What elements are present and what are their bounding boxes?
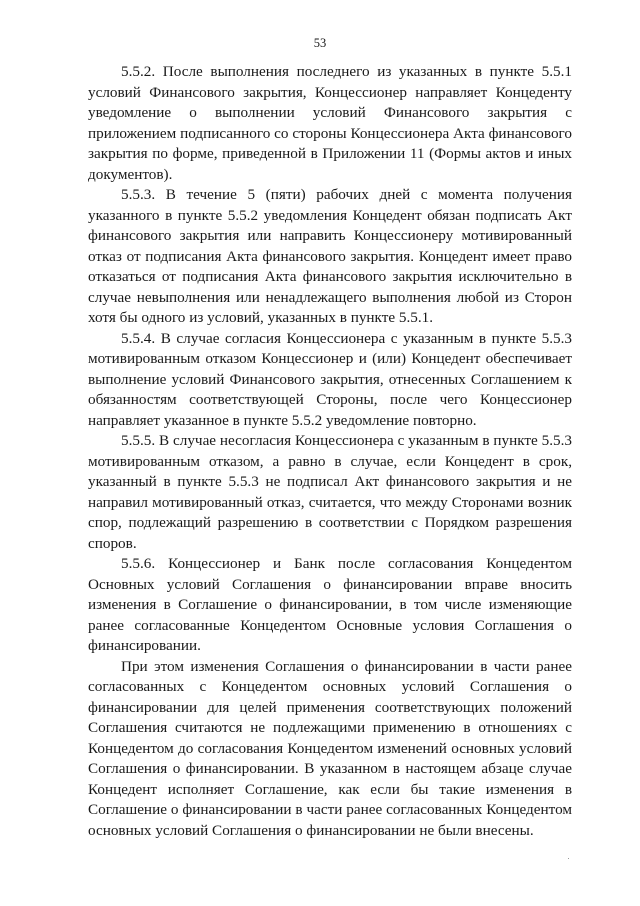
clause-number: 5.5.3. — [121, 186, 156, 203]
clause-text: В случае несогласия Концессионера с указанным в пункте 5.5.3 мотивированным отказом, а равно в случае, если Концедент в срок, указанный в пункте 5.5.3 не подписал Акт финансового закрытия и не направил мотивированный отказ, считается, что между Сторонами возник спор, подлежащий разрешению в соответствии с Порядком разрешения споров. — [88, 432, 572, 552]
paragraph-5-5-2 — [88, 62, 572, 185]
clause-number: 5.5.2. — [121, 63, 156, 80]
clause-text: В течение 5 (пяти) рабочих дней с момента получения указанного в пункте 5.5.2 уведомления Концедент обязан подписать Акт финансового закрытия или направить Концессионеру мотивированный отказ от подписания Акта финансового закрытия. Концедент имеет право отказаться от подписания Акта финансового закрытия исключительно в случае невыполнения или ненадлежащего выполнения любой из Сторон хотя бы одного из условий, указанных в пункте 5.5.1. — [88, 186, 572, 326]
paragraph-continuation — [88, 657, 572, 842]
paragraph-5-5-6 — [88, 554, 572, 657]
scan-speck — [568, 858, 569, 859]
clause-number: 5.5.5. — [121, 432, 156, 449]
paragraph-text: При этом изменения Соглашения о финансировании в части ранее согласованных с Концедентом основных условий Соглашения о финансировании для целей применения соответствующих положений Соглашения считаются не подлежащими применению в отношениях с Концедентом до согласования Концедентом изменений основных условий Соглашения о финансировании. В указанном в настоящем абзаце случае Концедент исполняет Соглашение, как если бы такие изменения в Соглашение о финансировании в части ранее согласованных Концедентом основных условий Соглашения о финансировании не были внесены. — [88, 657, 572, 839]
clause-number: 5.5.6. — [121, 555, 156, 572]
document-body — [88, 62, 572, 841]
page-number: 53 — [313, 36, 327, 50]
paragraph-5-5-5 — [88, 431, 572, 554]
clause-text: Концессионер и Банк после согласования Концедентом Основных условий Соглашения о финансировании вправе вносить изменения в Соглашение о финансировании, в том числе изменяющие ранее согласованные Концедентом Основные условия Соглашения о финансировании. — [88, 555, 572, 654]
clause-text: После выполнения последнего из указанных в пункте 5.5.1 условий Финансового закрытия, Концессионер направляет Концеденту уведомление о выполнении условий Финансового закрытия с приложением подписанного со стороны Концессионера Акта финансового закрытия по форме, приведенной в Приложении 11 (Формы актов и иных документов). — [88, 63, 572, 183]
clause-number: 5.5.4. — [121, 329, 156, 347]
paragraph-5-5-4 — [88, 329, 572, 432]
clause-text: В случае согласия Концессионера с указанным в пункте 5.5.3 мотивированным отказом Концессионер и (или) Концедент обеспечивает выполнение условий Финансового закрытия, отнесенных Соглашением к обязанностям соответствующей Стороны, после чего Концессионер направляет указанное в пункте 5.5.2 уведомление повторно. — [88, 329, 572, 429]
paragraph-5-5-3 — [88, 185, 572, 329]
